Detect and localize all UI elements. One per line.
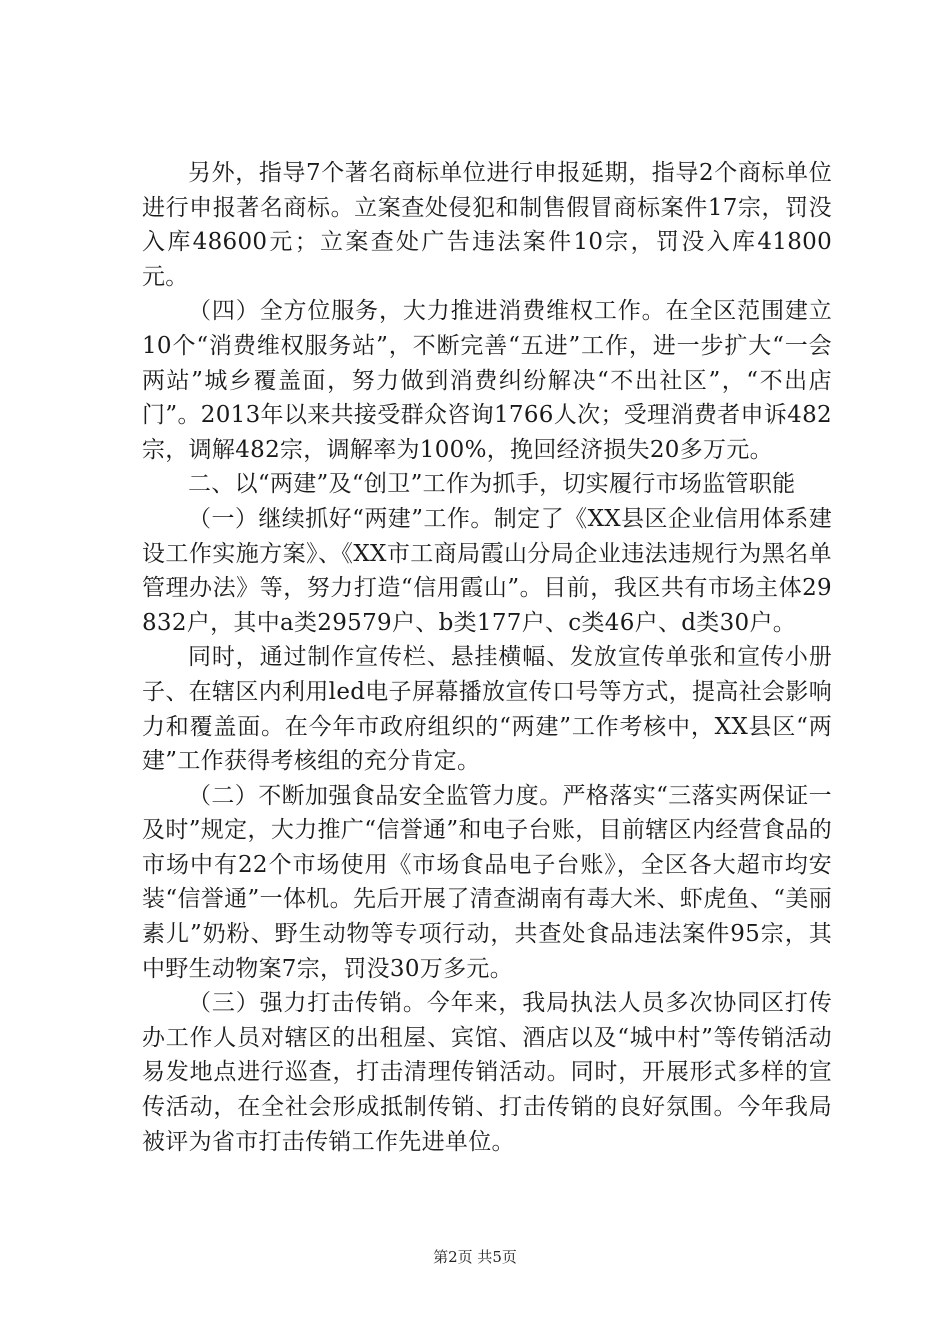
- paragraph-trademark-cases: 另外，指导7个著名商标单位进行申报延期，指导2个商标单位进行申报著名商标。立案查处侵犯和制售假冒商标案件17宗，罚没入库48600元；立案查处广告违法案件10宗，罚没入库41800元。: [142, 160, 832, 290]
- paragraph-consumer-rights: （四）全方位服务，大力推进消费维权工作。在全区范围建立10个“消费维权服务站”，不断完善“五进”工作，进一步扩大“一会两站”城乡覆盖面，努力做到消费纠纷解决“不出社区”，“不出店门”。2013年以来共接受群众咨询1766人次；受理消费者申诉482宗，调解482宗，调解率为100%，挽回经济损失20多万元。: [142, 298, 832, 463]
- page-number-footer: 第2页 共5页: [433, 1248, 517, 1266]
- paragraph-food-safety: （二）不断加强食品安全监管力度。严格落实“三落实两保证一及时”规定，大力推广“信誉通”和电子台账，目前辖区内经营食品的市场中有22个市场使用《市场食品电子台账》，全区各大超市均安装“信誉通”一体机。先后开展了清查湖南有毒大米、虾虎鱼、“美丽素儿”奶粉、野生动物等专项行动，共查处食品违法案件95宗，其中野生动物案7宗，罚没30万多元。: [142, 782, 832, 982]
- paragraph-anti-pyramid-selling: （三）强力打击传销。今年来，我局执法人员多次协同区打传办工作人员对辖区的出租屋、宾馆、酒店以及“城中村”等传销活动易发地点进行巡查，打击清理传销活动。同时，开展形式多样的宣传活动，在全社会形成抵制传销、打击传销的良好氛围。今年我局被评为省市打击传销工作先进单位。: [142, 990, 832, 1155]
- paragraph-publicity: 同时，通过制作宣传栏、悬挂横幅、发放宣传单张和宣传小册子、在辖区内利用led电子屏幕播放宣传口号等方式，提高社会影响力和覆盖面。在今年市政府组织的“两建”工作考核中，XX县区“两建”工作获得考核组的充分肯定。: [142, 644, 832, 775]
- document-body: [142, 156, 832, 1159]
- section-heading-market-supervision: 二、以“两建”及“创卫”工作为抓手，切实履行市场监管职能: [188, 471, 796, 498]
- paragraph-liangjian-work: （一）继续抓好“两建”工作。制定了《XX县区企业信用体系建设工作实施方案》、《XX市工商局霞山分局企业违法违规行为黑名单管理办法》等，努力打造“信用霞山”。目前，我区共有市场主体29832户，其中a类29579户、b类177户、c类46户、d类30户。: [142, 505, 832, 636]
